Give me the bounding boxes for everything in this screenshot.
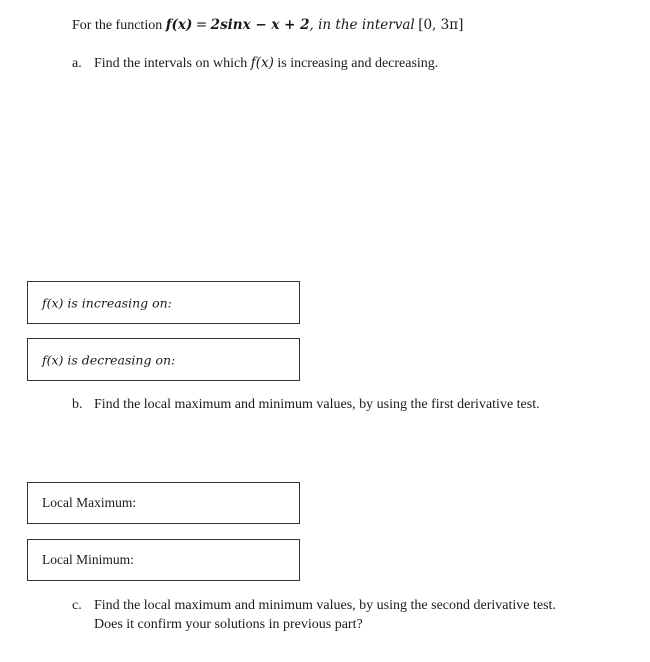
increasing-answer-box[interactable] [27,281,300,324]
local-maximum-answer-box[interactable] [27,482,300,524]
part-a-text-before: Find the intervals on which [94,56,248,71]
part-c-question [72,598,556,614]
function-rhs: 2sinx − x + 2 [210,17,310,33]
part-a-text-after: is increasing and decreasing. [277,56,439,71]
part-a-func: f(x) [250,55,274,71]
part-a-marker: a. [72,56,82,71]
part-b-question [72,397,540,413]
equals-sign: = [195,17,208,33]
part-b-marker: b. [72,397,83,412]
decreasing-answer-box[interactable] [27,338,300,381]
part-b-text: Find the local maximum and minimum values, by using the first derivative test. [94,397,540,412]
problem-intro: For the function [72,18,163,33]
part-a-question [72,55,438,72]
increasing-label: f(x) is increasing on: [42,295,172,310]
part-c-question-line2 [94,617,363,633]
interval-text: , in the interval [309,17,415,33]
part-c-line2: Does it confirm your solutions in previous part? [94,617,363,632]
problem-statement [72,17,463,34]
part-c-marker: c. [72,598,82,613]
function-lhs: f(x) [165,17,193,33]
local-maximum-label: Local Maximum: [42,495,137,510]
local-minimum-answer-box[interactable] [27,539,300,581]
decreasing-label: f(x) is decreasing on: [42,352,176,367]
local-minimum-label: Local Minimum: [42,552,134,567]
part-c-line1: Find the local maximum and minimum values, by using the second derivative test. [94,598,556,613]
interval: [0, 3π] [418,17,464,33]
